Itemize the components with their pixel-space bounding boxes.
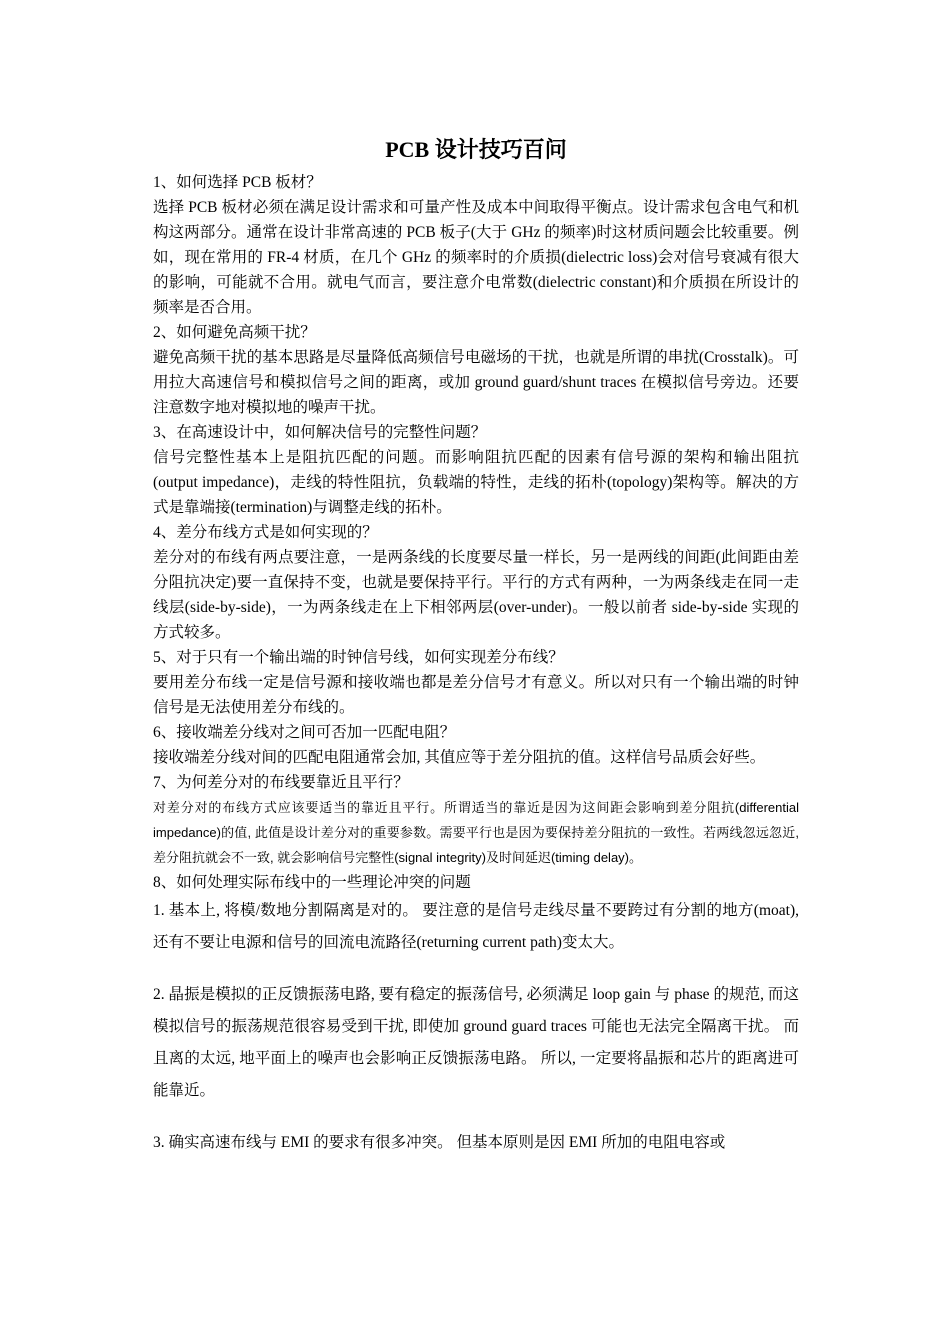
question-5: 5、对于只有一个输出端的时钟信号线，如何实现差分布线？ — [153, 649, 564, 666]
document-title: PCB 设计技巧百问 — [385, 137, 567, 162]
answer-6: 接收端差分线对间的匹配电阻通常会加, 其值应等于差分阻抗的值。这样信号品质会好些。 — [153, 749, 766, 766]
question-1: 1、如何选择 PCB 板材？ — [153, 174, 322, 191]
answer-8-paragraph-1: 1. 基本上, 将模/数地分割隔离是对的。 要注意的是信号走线尽量不要跨过有分割的地方(moat), 还有不要让电源和信号的回流电流路径(returning current path)变太大。 — [153, 902, 799, 951]
answer-4: 差分对的布线有两点要注意，一是两条线的长度要尽量一样长，另一是两线的间距(此间距由差分阻抗决定)要一直保持不变，也就是要保持平行。平行的方式有两种，一为两条线走在同一走线层(side-by-side)，一为两条线走在上下相邻两层(over-under)。一般以前者 side-by-side 实现的方式较多。 — [153, 549, 799, 641]
paragraph-spacer — [153, 959, 799, 979]
answer-8-paragraph-2: 2. 晶振是模拟的正反馈振荡电路, 要有稳定的振荡信号, 必须满足 loop gain 与 phase 的规范, 而这模拟信号的振荡规范很容易受到干扰, 即使加 ground guard traces 可能也无法完全隔离干扰。 而且离的太远, 地平面上的噪声也会影响正反馈振荡电路。 所以, 一定要将晶振和芯片的距离进可能靠近。 — [153, 986, 799, 1099]
question-7: 7、为何差分对的布线要靠近且平行？ — [153, 774, 409, 791]
answer-3: 信号完整性基本上是阻抗匹配的问题。而影响阻抗匹配的因素有信号源的架构和输出阻抗(output impedance)，走线的特性阻抗，负载端的特性，走线的拓朴(topology)架构等。解决的方式是靠端接(termination)与调整走线的拓朴。 — [153, 449, 799, 516]
question-2: 2、如何避免高频干扰？ — [153, 324, 316, 341]
question-6: 6、接收端差分线对之间可否加一匹配电阻？ — [153, 724, 456, 741]
answer-8-paragraph-3: 3. 确实高速布线与 EMI 的要求有很多冲突。 但基本原则是因 EMI 所加的电阻电容或 — [153, 1134, 726, 1151]
question-3: 3、在高速设计中，如何解决信号的完整性问题？ — [153, 424, 487, 441]
answer-7: 对差分对的布线方式应该要适当的靠近且平行。所谓适当的靠近是因为这间距会影响到差分阻抗(differential impedance)的值, 此值是设计差分对的重要参数。需要平行也是因为要保持差分阻抗的一致性。若两线忽远忽近, 差分阻抗就会不一致, 就会影响信号完整性(signal integrity)及时间延迟(timing delay)。 — [153, 800, 799, 865]
question-4: 4、差分布线方式是如何实现的？ — [153, 524, 378, 541]
question-8: 8、如何处理实际布线中的一些理论冲突的问题 — [153, 874, 471, 891]
answer-2: 避免高频干扰的基本思路是尽量降低高频信号电磁场的干扰，也就是所谓的串扰(Crosstalk)。可用拉大高速信号和模拟信号之间的距离，或加 ground guard/shunt traces 在模拟信号旁边。还要注意数字地对模拟地的噪声干扰。 — [153, 349, 799, 416]
document-page — [153, 132, 799, 1159]
paragraph-spacer — [153, 1107, 799, 1127]
answer-1: 选择 PCB 板材必须在满足设计需求和可量产性及成本中间取得平衡点。设计需求包含电气和机构这两部分。通常在设计非常高速的 PCB 板子(大于 GHz 的频率)时这材质问题会比较重要。例如，现在常用的 FR-4 材质，在几个 GHz 的频率时的介质损(dielectric loss)会对信号衰减有很大的影响，可能就不合用。就电气而言，要注意介电常数(dielectric constant)和介质损在所设计的频率是否合用。 — [153, 199, 799, 316]
answer-5: 要用差分布线一定是信号源和接收端也都是差分信号才有意义。所以对只有一个输出端的时钟信号是无法使用差分布线的。 — [153, 674, 799, 716]
